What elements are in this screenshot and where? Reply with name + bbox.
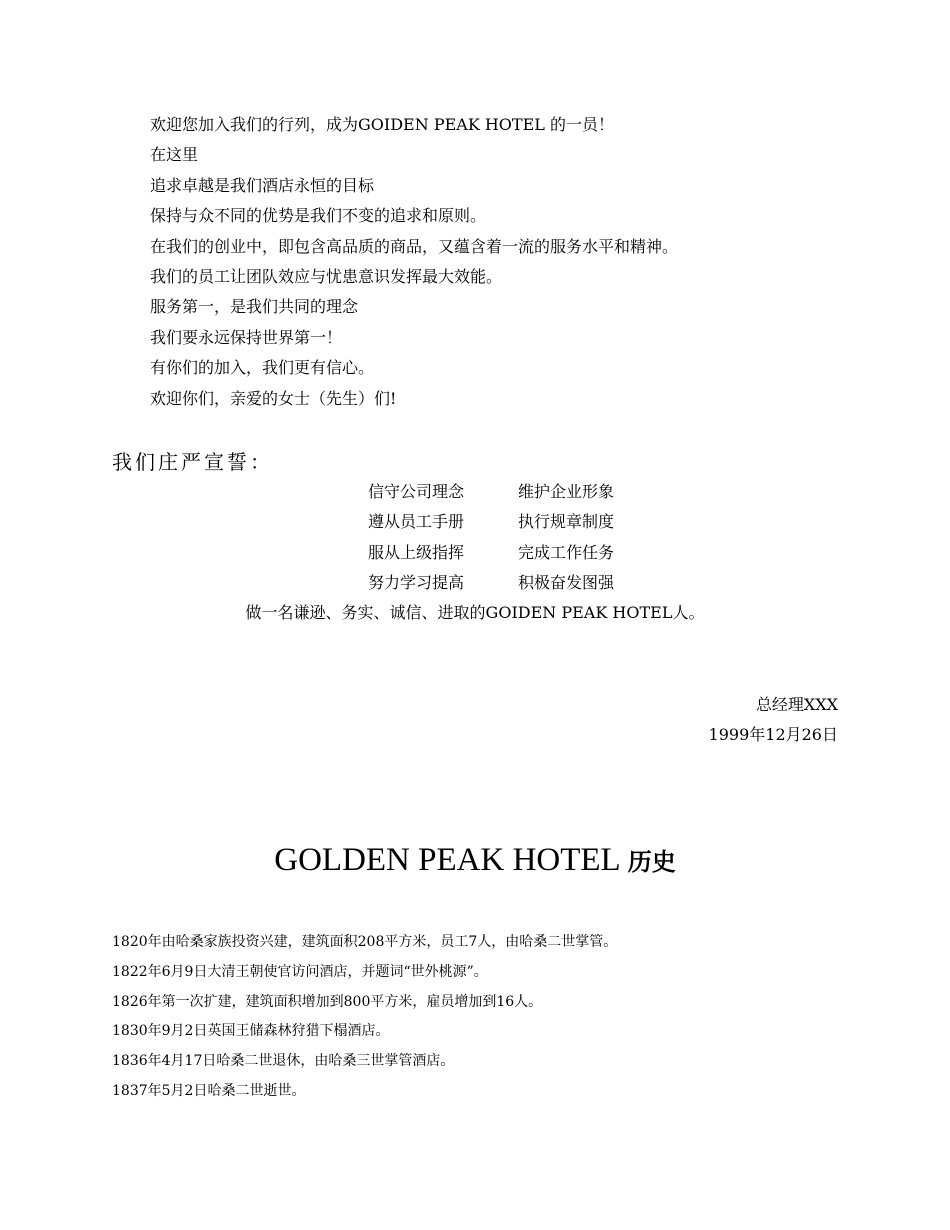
oath-row [368,568,614,598]
oath-item: 努力学习提高 [368,573,465,593]
oath-item: 遵从员工手册 [368,512,465,532]
history-list [112,928,617,1107]
oath-closing: 做一名谦逊、务实、诚信、进取的GOIDEN PEAK HOTEL人。 [245,603,705,622]
history-entry: 1837年5月2日哈桑二世逝世。 [112,1082,306,1099]
history-entry: 1826年第一次扩建，建筑面积增加到800平方米，雇员增加到16人。 [112,993,543,1010]
history-title-zh: 历史 [627,848,676,876]
oath-item: 执行规章制度 [518,512,615,532]
history-title-en: GOLDEN PEAK HOTEL [274,842,620,878]
welcome-line: 欢迎你们，亲爱的女士（先生）们! [150,388,397,408]
welcome-line: 在我们的创业中，即包含高品质的商品，又蕴含着一流的服务水平和精神。 [150,236,679,256]
welcome-line: 我们要永远保持世界第一！ [150,327,343,347]
history-entry: 1836年4月17日哈桑二世退休，由哈桑三世掌管酒店。 [112,1053,455,1070]
signature-block [709,690,838,751]
oath-row [368,477,614,507]
welcome-line: 有你们的加入，我们更有信心。 [150,358,375,378]
oath-item: 积极奋发图强 [518,573,615,593]
oath-row [368,507,614,537]
welcome-message [150,110,870,414]
oath-item: 维护企业形象 [518,482,615,501]
welcome-line: 在这里 [150,145,199,165]
history-entry: 1820年由哈桑家族投资兴建，建筑面积208平方米，员工7人，由哈桑二世掌管。 [112,934,618,950]
oath-row [368,538,614,568]
history-entry: 1822年6月9日大清王朝使官访问酒店，并题词“世外桃源”。 [112,963,488,980]
signature-title: 总经理XXX [755,695,838,714]
history-title [0,838,950,884]
welcome-line: 服务第一，是我们共同的理念 [150,297,359,317]
welcome-line: 欢迎您加入我们的行列，成为GOIDEN PEAK HOTEL 的一员！ [150,115,614,134]
oath-item: 服从上级指挥 [368,542,465,562]
oath-item: 信守公司理念 [368,482,465,501]
welcome-line: 我们的员工让团队效应与忧患意识发挥最大效能。 [150,266,503,286]
welcome-line: 保持与众不同的优势是我们不变的追求和原则。 [150,206,487,226]
oath-table [368,477,614,599]
signature-date: 1999年12月26日 [708,725,838,745]
welcome-line: 追求卓越是我们酒店永恒的目标 [150,175,375,195]
history-entry: 1830年9月2日英国王储森林狩猎下榻酒店。 [112,1023,390,1040]
oath-item: 完成工作任务 [518,542,615,562]
oath-heading: 我们庄严宣誓： [112,450,273,474]
